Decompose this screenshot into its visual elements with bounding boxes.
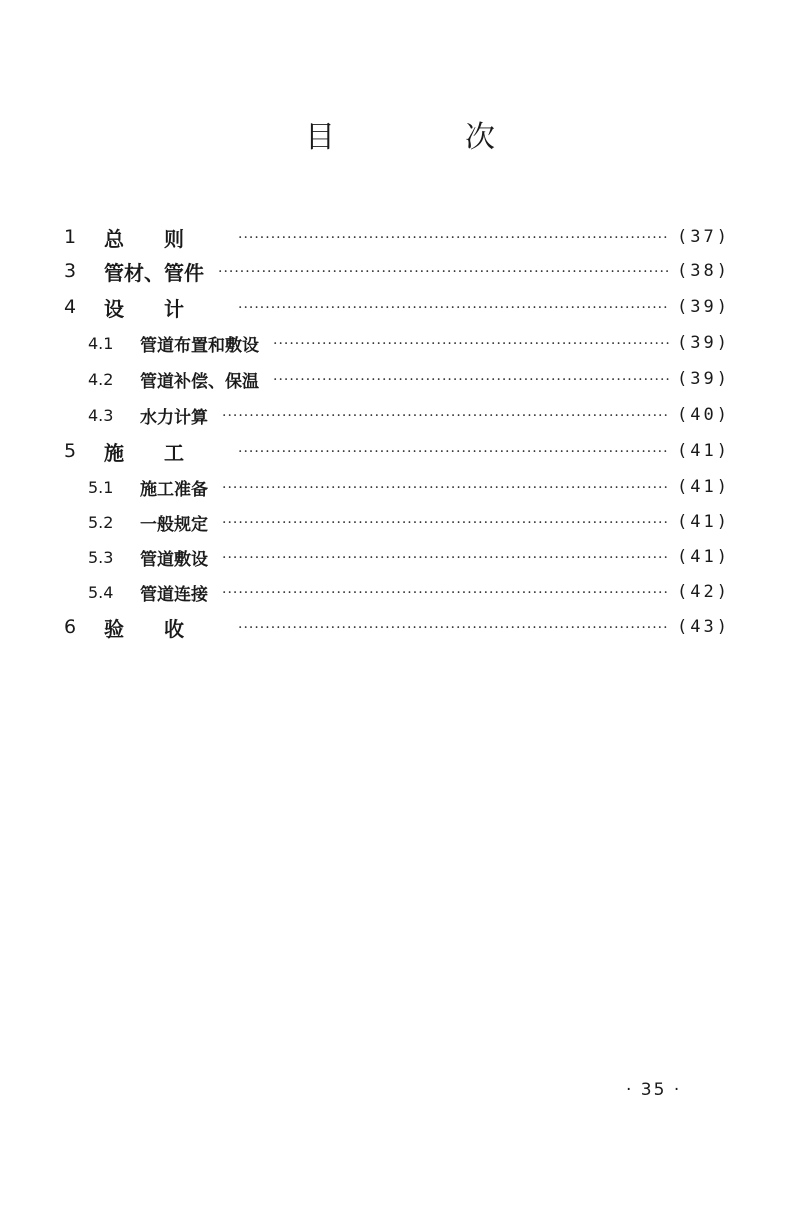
toc-entry-4-3[interactable] — [88, 398, 730, 432]
toc-entry-page: (41) — [677, 512, 730, 532]
toc-entry-6[interactable] — [64, 610, 730, 644]
leader-dots — [238, 230, 669, 246]
toc-entry-3[interactable] — [64, 254, 730, 288]
toc-entry-number: 5.2 — [88, 512, 114, 532]
leader-dots — [273, 336, 669, 352]
toc-entry-number: 5.1 — [88, 477, 114, 497]
toc-entry-page: (39) — [677, 369, 730, 389]
leader-dots — [218, 264, 669, 280]
toc-entry-number: 4.3 — [88, 405, 114, 425]
leader-dots — [273, 372, 669, 388]
toc-entry-page: (42) — [677, 582, 730, 602]
toc-entry-label: 设计 — [104, 296, 224, 321]
leader-dots — [222, 515, 669, 531]
toc-entry-page: (38) — [677, 261, 730, 281]
toc-entry-label: 管材、管件 — [104, 260, 204, 285]
toc-entry-page: (41) — [677, 441, 730, 461]
toc-entry-number: 4.1 — [88, 333, 114, 353]
toc-entry-label: 施工 — [104, 440, 224, 465]
toc-entry-5-3[interactable] — [88, 540, 730, 574]
toc-entry-5-4[interactable] — [88, 575, 730, 609]
toc-entry-4-2[interactable] — [88, 362, 730, 396]
toc-entry-label: 管道连接 — [140, 584, 208, 605]
toc-entry-1[interactable] — [64, 220, 730, 254]
toc-entry-5-2[interactable] — [88, 505, 730, 539]
leader-dots — [238, 444, 669, 460]
leader-dots — [238, 300, 669, 316]
toc-entry-page: (40) — [677, 405, 730, 425]
toc-entry-number: 3 — [64, 260, 77, 282]
toc-entry-number: 5.4 — [88, 582, 114, 602]
toc-entry-label: 一般规定 — [140, 514, 208, 535]
toc-entry-number: 5 — [64, 440, 77, 462]
toc-entry-page: (41) — [677, 547, 730, 567]
toc-entry-label: 管道布置和敷设 — [140, 335, 259, 356]
toc-entry-label: 验收 — [104, 616, 224, 641]
toc-entry-label: 施工准备 — [140, 479, 208, 500]
toc-entry-4-1[interactable] — [88, 326, 730, 360]
toc-entry-page: (39) — [677, 297, 730, 317]
toc-entry-page: (41) — [677, 477, 730, 497]
toc-entry-number: 1 — [64, 226, 77, 248]
toc-entry-5[interactable] — [64, 434, 730, 468]
toc-entry-number: 5.3 — [88, 547, 114, 567]
toc-entry-number: 6 — [64, 616, 77, 638]
leader-dots — [222, 550, 669, 566]
toc-entry-page: (37) — [677, 227, 730, 247]
page-number: · 35 · — [626, 1080, 682, 1100]
toc-entry-5-1[interactable] — [88, 470, 730, 504]
toc-entry-number: 4 — [64, 296, 77, 318]
page-title: 目 次 — [305, 120, 545, 155]
toc-entry-page: (39) — [677, 333, 730, 353]
leader-dots — [222, 585, 669, 601]
toc-entry-label: 水力计算 — [140, 407, 208, 428]
toc-entry-page: (43) — [677, 617, 730, 637]
leader-dots — [222, 408, 669, 424]
leader-dots — [238, 620, 669, 636]
toc-entry-4[interactable] — [64, 290, 730, 324]
toc-entry-number: 4.2 — [88, 369, 114, 389]
toc-entry-label: 管道补偿、保温 — [140, 371, 259, 392]
toc-entry-label: 总则 — [104, 226, 224, 251]
leader-dots — [222, 480, 669, 496]
toc-entry-label: 管道敷设 — [140, 549, 208, 570]
